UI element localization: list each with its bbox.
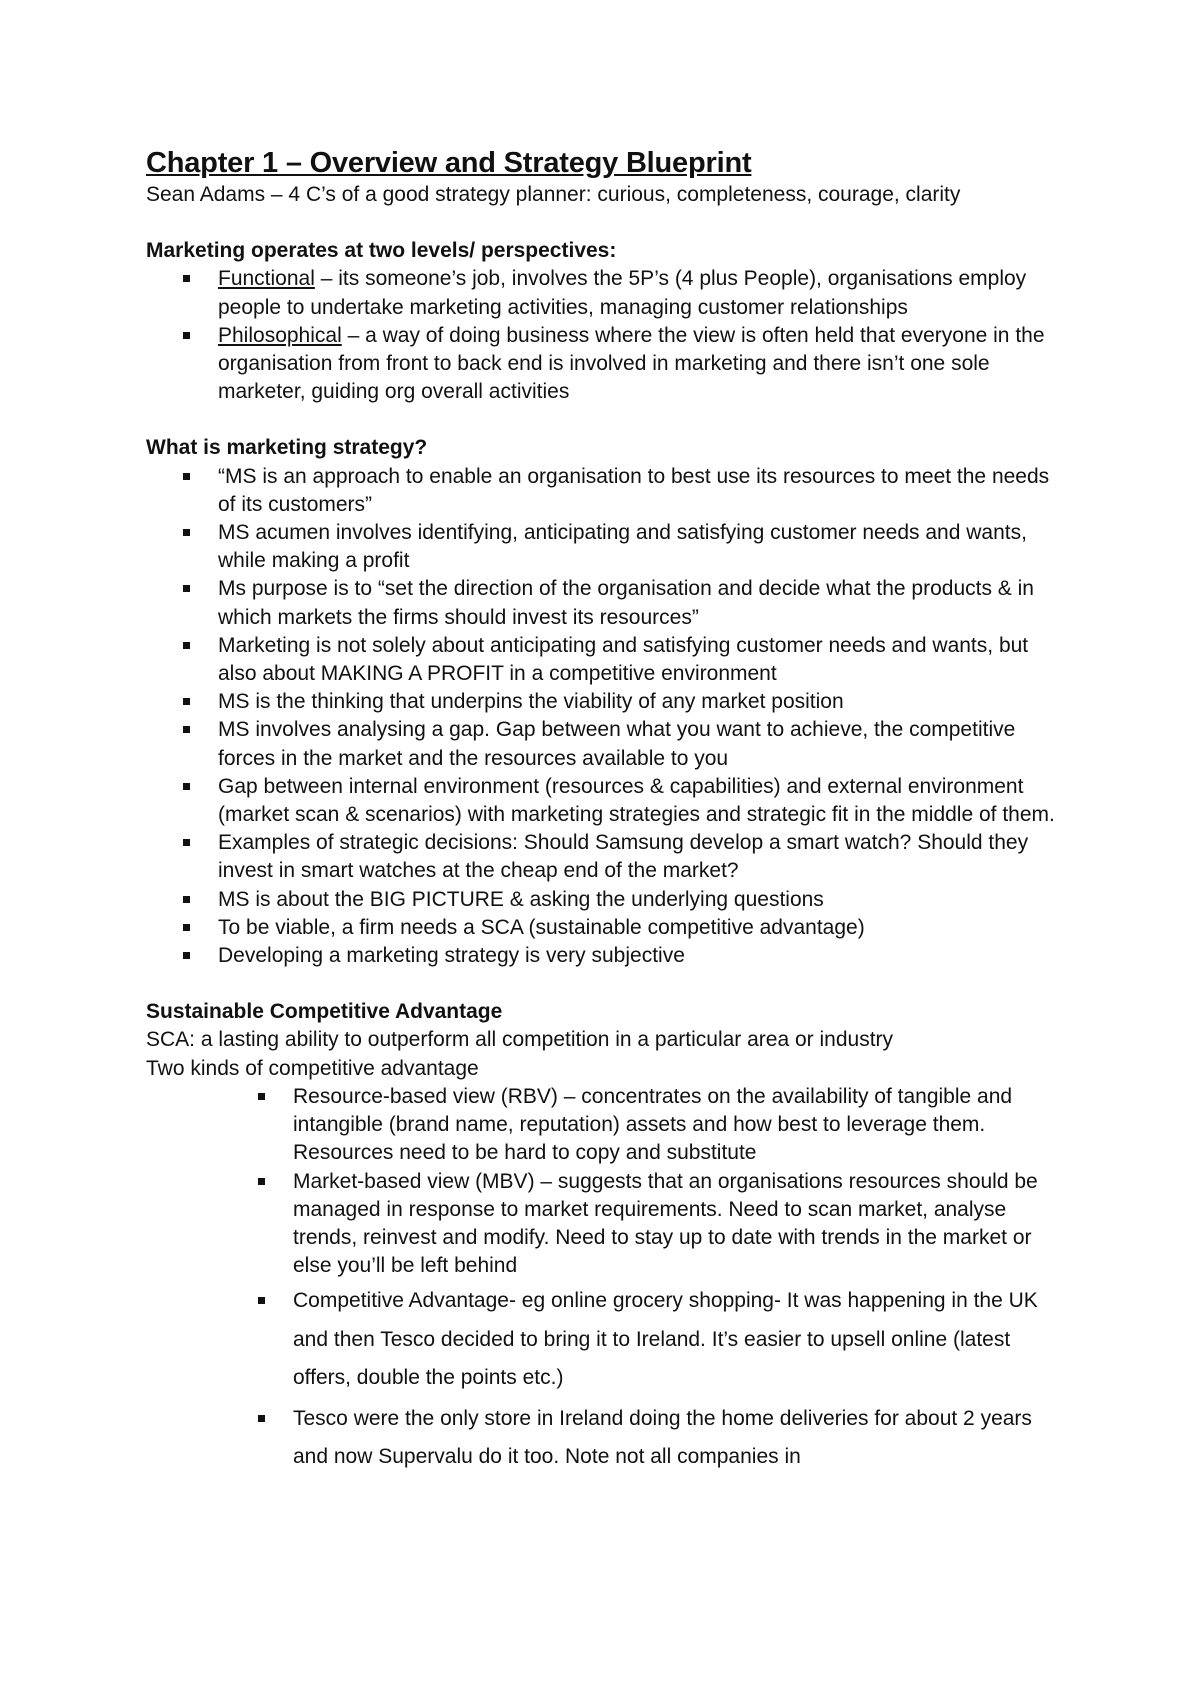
list-item: To be viable, a firm needs a SCA (sustainable competitive advantage) [218,914,1066,942]
list-item: Tesco were the only store in Ireland doing the home deliveries for about 2 years and now Supervalu do it too. Note not all companies in [293,1400,1066,1477]
list-item: Developing a marketing strategy is very subjective [218,942,1066,970]
ms-heading: What is marketing strategy? [146,436,428,460]
list-item: Market-based view (MBV) – suggests that an organisations resources should be managed in response to market requirements. Need to scan market, analyse trends, reinvest and modify. Need to stay up to date with trends in the market or else you’ll be left behind [293,1168,1066,1281]
term-philosophical: Philosophical [218,323,342,347]
list-item: MS is about the BIG PICTURE & asking the underlying questions [218,886,1066,914]
term-text: – a way of doing business where the view is often held that everyone in the organisation from front to back end is involved in marketing and there isn’t one sole marketer, guiding org overall activities [218,323,1045,404]
document-page [146,145,1066,1477]
list-item: “MS is an approach to enable an organisation to best use its resources to meet the needs of its customers” [218,463,1066,519]
list-item: Ms purpose is to “set the direction of the organisation and decide what the products & in which markets the firms should invest its resources” [218,575,1066,631]
intro-line: Sean Adams – 4 C’s of a good strategy planner: curious, completeness, courage, clarity [146,183,961,206]
list-item: MS acumen involves identifying, anticipating and satisfying customer needs and wants, while making a profit [218,519,1066,575]
ms-list [146,463,1066,971]
sca-heading: Sustainable Competitive Advantage [146,1000,503,1024]
list-item: Competitive Advantage- eg online grocery shopping- It was happening in the UK and then Tesco decided to bring it to Ireland. It’s easier to upsell online (latest offers, double the points etc.) [293,1282,1066,1398]
list-item: Gap between internal environment (resources & capabilities) and external environment (market scan & scenarios) with marketing strategies and strategic fit in the middle of them. [218,773,1066,829]
list-item: Marketing is not solely about anticipating and satisfying customer needs and wants, but also about MAKING A PROFIT in a competitive environment [218,632,1066,688]
list-item [218,265,1066,321]
list-item [218,322,1066,407]
list-item: MS involves analysing a gap. Gap between what you want to achieve, the competitive forces in the market and the resources available to you [218,716,1066,772]
list-item: MS is the thinking that underpins the viability of any market position [218,688,1066,716]
list-item: Resource-based view (RBV) – concentrates on the availability of tangible and intangible (brand name, reputation) assets and how best to leverage them. Resources need to be hard to copy and substitute [293,1083,1066,1168]
chapter-title: Chapter 1 – Overview and Strategy Blueprint [146,147,752,179]
sca-kinds: Two kinds of competitive advantage [146,1056,479,1080]
levels-list [146,265,1066,406]
term-functional: Functional [218,267,315,291]
levels-heading: Marketing operates at two levels/ perspectives: [146,239,617,263]
sca-list [146,1083,1066,1477]
sca-definition: SCA: a lasting ability to outperform all competition in a particular area or industry [146,1028,894,1052]
term-text: – its someone’s job, involves the 5P’s (4 plus People), organisations employ people to undertake marketing activities, managing customer relationships [218,267,1027,319]
list-item: Examples of strategic decisions: Should Samsung develop a smart watch? Should they invest in smart watches at the cheap end of the market? [218,829,1066,885]
